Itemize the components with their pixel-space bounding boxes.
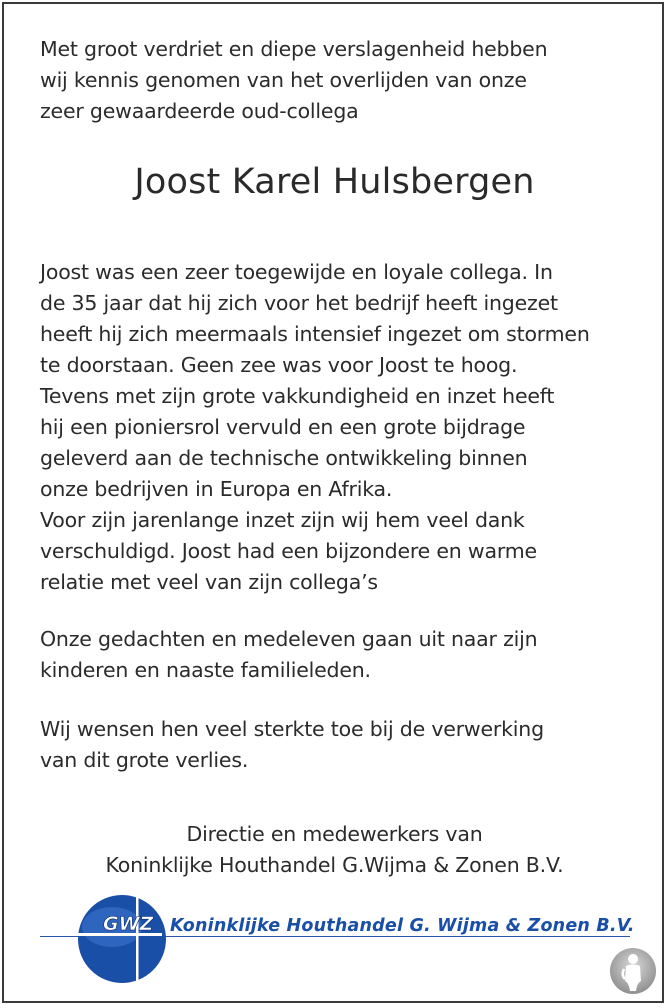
signature-line: Directie en medewerkers van — [186, 822, 483, 846]
intro-line: zeer gewaardeerde oud-collega — [40, 99, 359, 123]
memorial-figure-icon — [609, 947, 657, 995]
tribute-paragraph — [40, 257, 650, 598]
signature-line: Koninklijke Houthandel G.Wijma & Zonen B.V. — [105, 853, 564, 877]
logo-mark-text: GWZ — [103, 913, 154, 935]
paragraph-line: Wij wensen hen veel sterkte toe bij de verwerking — [40, 717, 544, 741]
intro-text — [40, 34, 640, 127]
paragraph-line: onze bedrijven in Europa en Afrika. — [40, 477, 393, 501]
paragraph-line: hij een pioniersrol vervuld en een grote bijdrage — [40, 415, 526, 439]
paragraph-line: heeft hij zich meermaals intensief ingezet om stormen — [40, 322, 590, 346]
company-logo-text: Koninklijke Houthandel G. Wijma & Zonen B.V. — [170, 916, 635, 936]
paragraph-line: geleverd aan de technische ontwikkeling binnen — [40, 446, 528, 470]
company-logo-mark — [76, 893, 168, 985]
intro-line: wij kennis genomen van het overlijden van onze — [40, 68, 527, 92]
condolence-paragraph — [40, 624, 650, 686]
paragraph-line: de 35 jaar dat hij zich voor het bedrijf heeft ingezet — [40, 291, 558, 315]
paragraph-line: Tevens met zijn grote vakkundigheid en inzet heeft — [40, 384, 555, 408]
signature — [0, 819, 669, 881]
paragraph-line: Onze gedachten en medeleven gaan uit naar zijn — [40, 627, 538, 651]
deceased-name: Joost Karel Hulsbergen — [134, 162, 535, 202]
paragraph-line: relatie met veel van zijn collega’s — [40, 570, 378, 594]
paragraph-line: Voor zijn jarenlange inzet zijn wij hem veel dank — [40, 508, 525, 532]
paragraph-line: van dit grote verlies. — [40, 748, 249, 772]
paragraph-line: Joost was een zeer toegewijde en loyale collega. In — [40, 260, 553, 284]
paragraph-line: kinderen en naaste familieleden. — [40, 658, 371, 682]
paragraph-line: verschuldigd. Joost had een bijzondere en warme — [40, 539, 537, 563]
wishes-paragraph — [40, 714, 650, 776]
paragraph-line: te doorstaan. Geen zee was voor Joost te hoog. — [40, 353, 518, 377]
intro-line: Met groot verdriet en diepe verslagenheid hebben — [40, 37, 548, 61]
